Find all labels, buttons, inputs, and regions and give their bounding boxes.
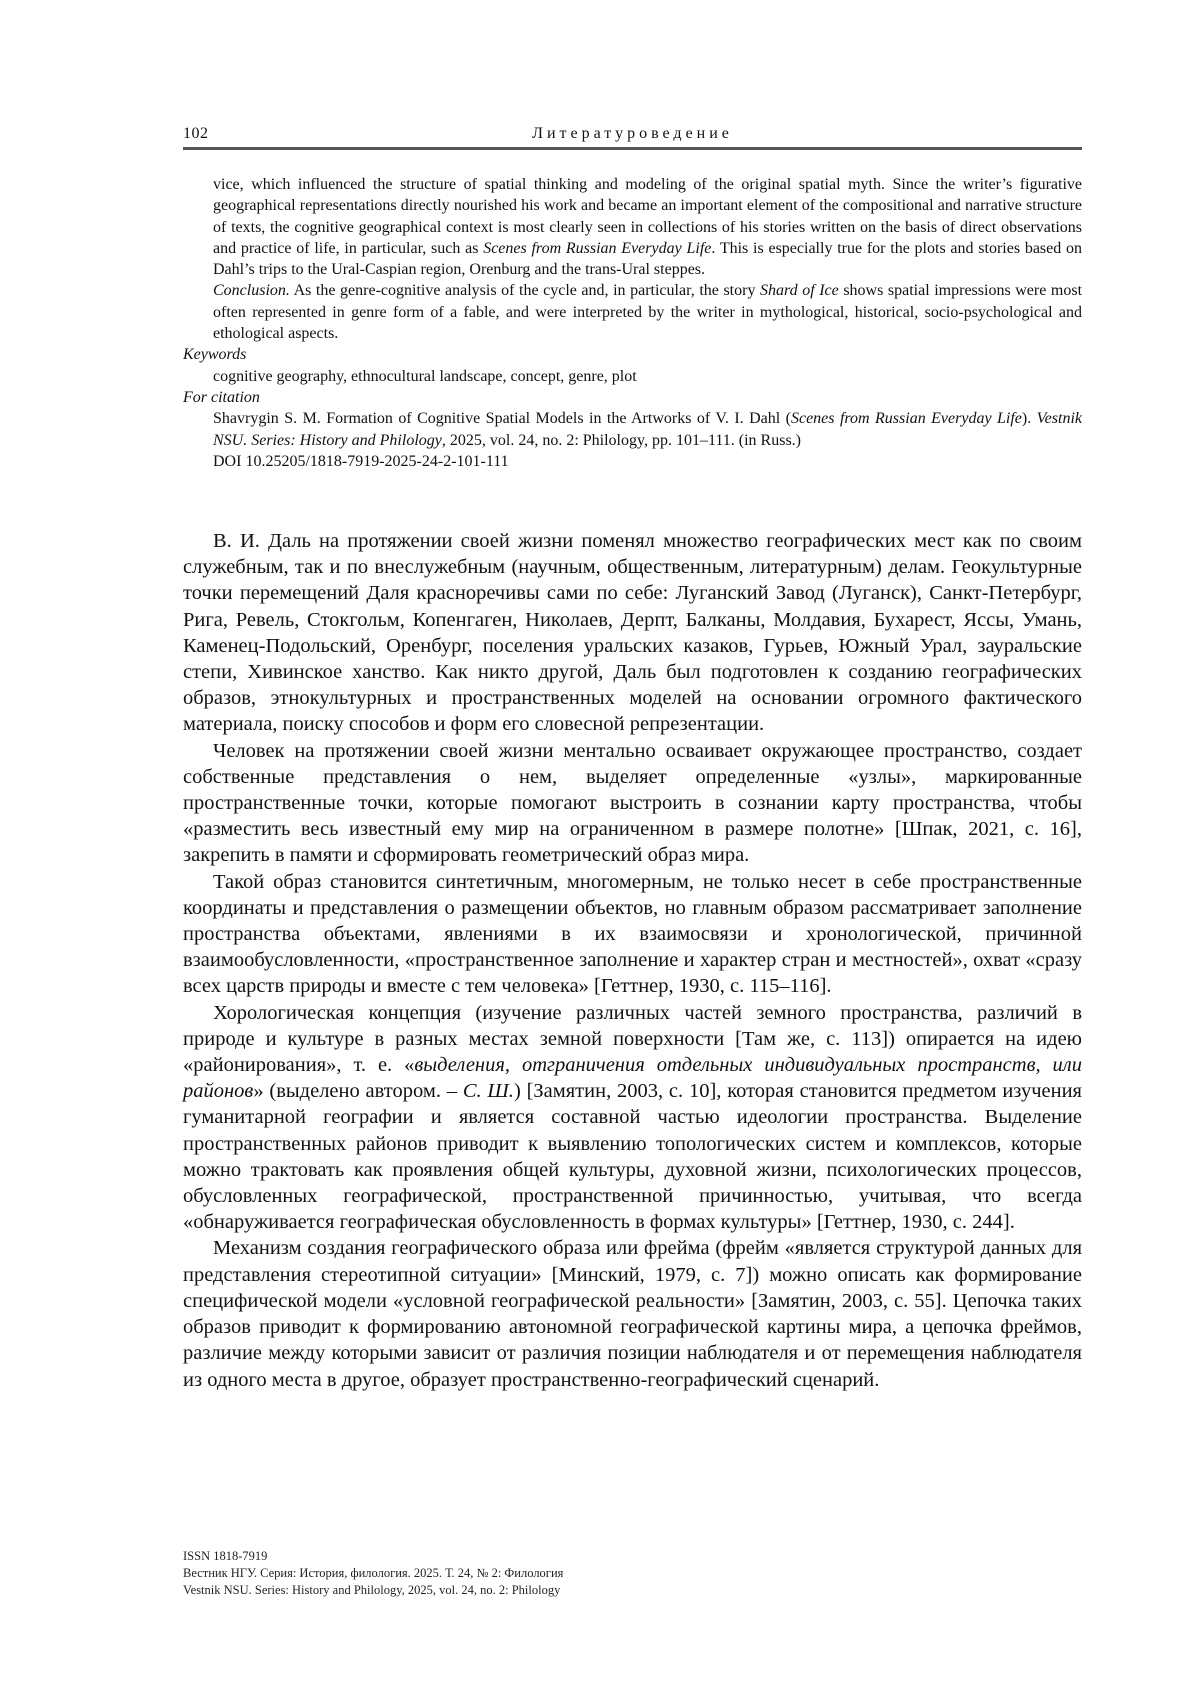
body-quote-italic: выделения, отграничения отдельных индивидуальных пространств, или районов — [183, 1054, 1082, 1103]
citation-label: For citation — [183, 388, 260, 406]
footer-journal-ru: Вестник НГУ. Серия: История, филология. 2025. Т. 24, № 2: Филология — [183, 1566, 564, 1580]
conclusion-text-end: shows spatial impressions were most often represented in genre form of a fable, and were interpreted by the writer in mythological, historical, socio-psychological and ethological aspects. — [213, 282, 1083, 343]
citation-doi: DOI 10.25205/1818-7919-2025-24-2-101-111 — [213, 452, 509, 470]
section-title: Литературоведение — [532, 125, 733, 142]
body-paragraph-4 — [183, 1000, 1082, 1236]
conclusion-label: Conclusion. — [213, 282, 290, 300]
abstract-text-end: . This is especially true for the plots and stories based on Dahl’s trips to the Ural-Caspian region, Orenburg and the trans-Ural steppes. — [213, 239, 1083, 279]
body-paragraph-3: Такой образ становится синтетичным, многомерным, не только несет в себе пространственные координаты и представления о размещении объектов, но главным образом рассматривает заполнение пространства объектами, явлениями в их взаимосвязи и хронологической, причинной взаимообусловленности, «пространственное заполнение и характер стран и местностей», охват «сразу всех царств природы и вместе с тем человека» [Геттнер, 1930, с. 115–116]. — [183, 870, 1082, 998]
running-head — [183, 125, 1082, 149]
abstract-conclusion — [183, 280, 1082, 344]
body-text: Хорологическая концепция (изучение различных частей земного пространства, различий в природе и культуре в разных местах земной поверхности [Там же, с. 113]) опирается на идею «районирования», т. е. « — [183, 1001, 1082, 1077]
abstract-block — [183, 174, 1082, 472]
citation-journal: Vestnik NSU. Series: History and Philology — [213, 410, 1082, 449]
body-paragraph-2: Человек на протяжении своей жизни ментально осваивает окружающее пространство, создает собственные представления о нем, выделяет определенные «узлы», маркированные пространственные точки, которые помогают выстроить в сознании карту пространства, чтобы «разместить весь известный ему мир на ограниченном в размере полотне» [Шпак, 2021, с. 16], закрепить в памяти и сформировать геометрический образ мира. — [183, 739, 1082, 867]
footer-journal-en: Vestnik NSU. Series: History and Philology, 2025, vol. 24, no. 2: Philology — [183, 1583, 561, 1597]
citation-part: ). — [1021, 410, 1037, 428]
author-initials: С. Ш. — [462, 1080, 514, 1103]
page-footer — [183, 1548, 783, 1599]
body-text: » (выделено автором. – — [253, 1080, 463, 1103]
abstract-cycle-title: Scenes from Russian Everyday Life — [483, 239, 712, 257]
keywords-label: Keywords — [183, 346, 247, 364]
abstract-text: vice, which influenced the structure of spatial thinking and modeling of the original spatial myth. Since the writer’s figurative geographical representations directly nourished his work and became an important element of the compositional and narrative structure of texts, the cognitive geographical context is most clearly seen in collections of his stories written on the basis of direct observations and practice of life, in particular, such as — [213, 176, 1082, 257]
citation-part: , 2025, vol. 24, no. 2: Philology, pp. 101–111. (in Russ.) — [441, 431, 801, 449]
header-rule — [183, 147, 1082, 150]
citation-part: Shavrygin S. M. Formation of Cognitive Spatial Models in the Artworks of V. I. Dahl ( — [213, 410, 791, 428]
footer-issn: ISSN 1818-7919 — [183, 1549, 268, 1563]
body-paragraph-5: Механизм создания географического образа или фрейма (фрейм «является структурой данных для представления стереотипной ситуации» [Минский, 1979, с. 7]) можно описать как формирование специфической модели «условной географической реальности» [Замятин, 2003, с. 55]. Цепочка таких образов приводит к формированию автономной географической картины мира, а цепочка фреймов, различие между которыми зависит от различия позиции наблюдателя и от перемещения наблюдателя из одного места в другое, образует пространственно-географический сценарий. — [183, 1237, 1082, 1391]
conclusion-text: As the genre-cognitive analysis of the cycle and, in particular, the story — [289, 282, 761, 300]
body-text: ) [Замятин, 2003, с. 10], которая становится предметом изучения гуманитарной географии и является составной частью идеологии пространства. Выделение пространственных районов приводит к выявлению топологических систем и комплексов, которые можно трактовать как проявления общей культуры, духовной жизни, психологических процессов, обусловленных географической, пространственной причинностью, учитывая, что всегда «обнаруживается географическая обусловленность в формах культуры» [Геттнер, 1930, с. 244]. — [183, 1080, 1082, 1234]
citation-text — [183, 408, 1082, 472]
page-number: 102 — [183, 125, 209, 142]
conclusion-story-title: Shard of Ice — [760, 282, 839, 300]
keywords-list: cognitive geography, ethnocultural landscape, concept, genre, plot — [213, 367, 637, 385]
article-body — [183, 528, 1082, 1393]
citation-cycle-title: Scenes from Russian Everyday Life — [790, 410, 1022, 428]
abstract-paragraph — [183, 174, 1082, 280]
body-paragraph-1: В. И. Даль на протяжении своей жизни поменял множество географических мест как по своим служебным, так и по внеслужебным (научным, общественным, литературным) делам. Геокультурные точки перемещений Даля красноречивы сами по себе: Луганский Завод (Луганск), Санкт-Петербург, Рига, Ревель, Стокгольм, Копенгаген, Николаев, Дерпт, Балканы, Молдавия, Бухарест, Яссы, Умань, Каменец-Подольский, Оренбург, поселения уральских казаков, Гурьев, Южный Урал, зауральские степи, Хивинское ханство. Как никто другой, Даль был подготовлен к созданию географических образов, этнокультурных и пространственных моделей на основании огромного фактического материала, поиску способов и форм его словесной репрезентации. — [183, 530, 1082, 736]
